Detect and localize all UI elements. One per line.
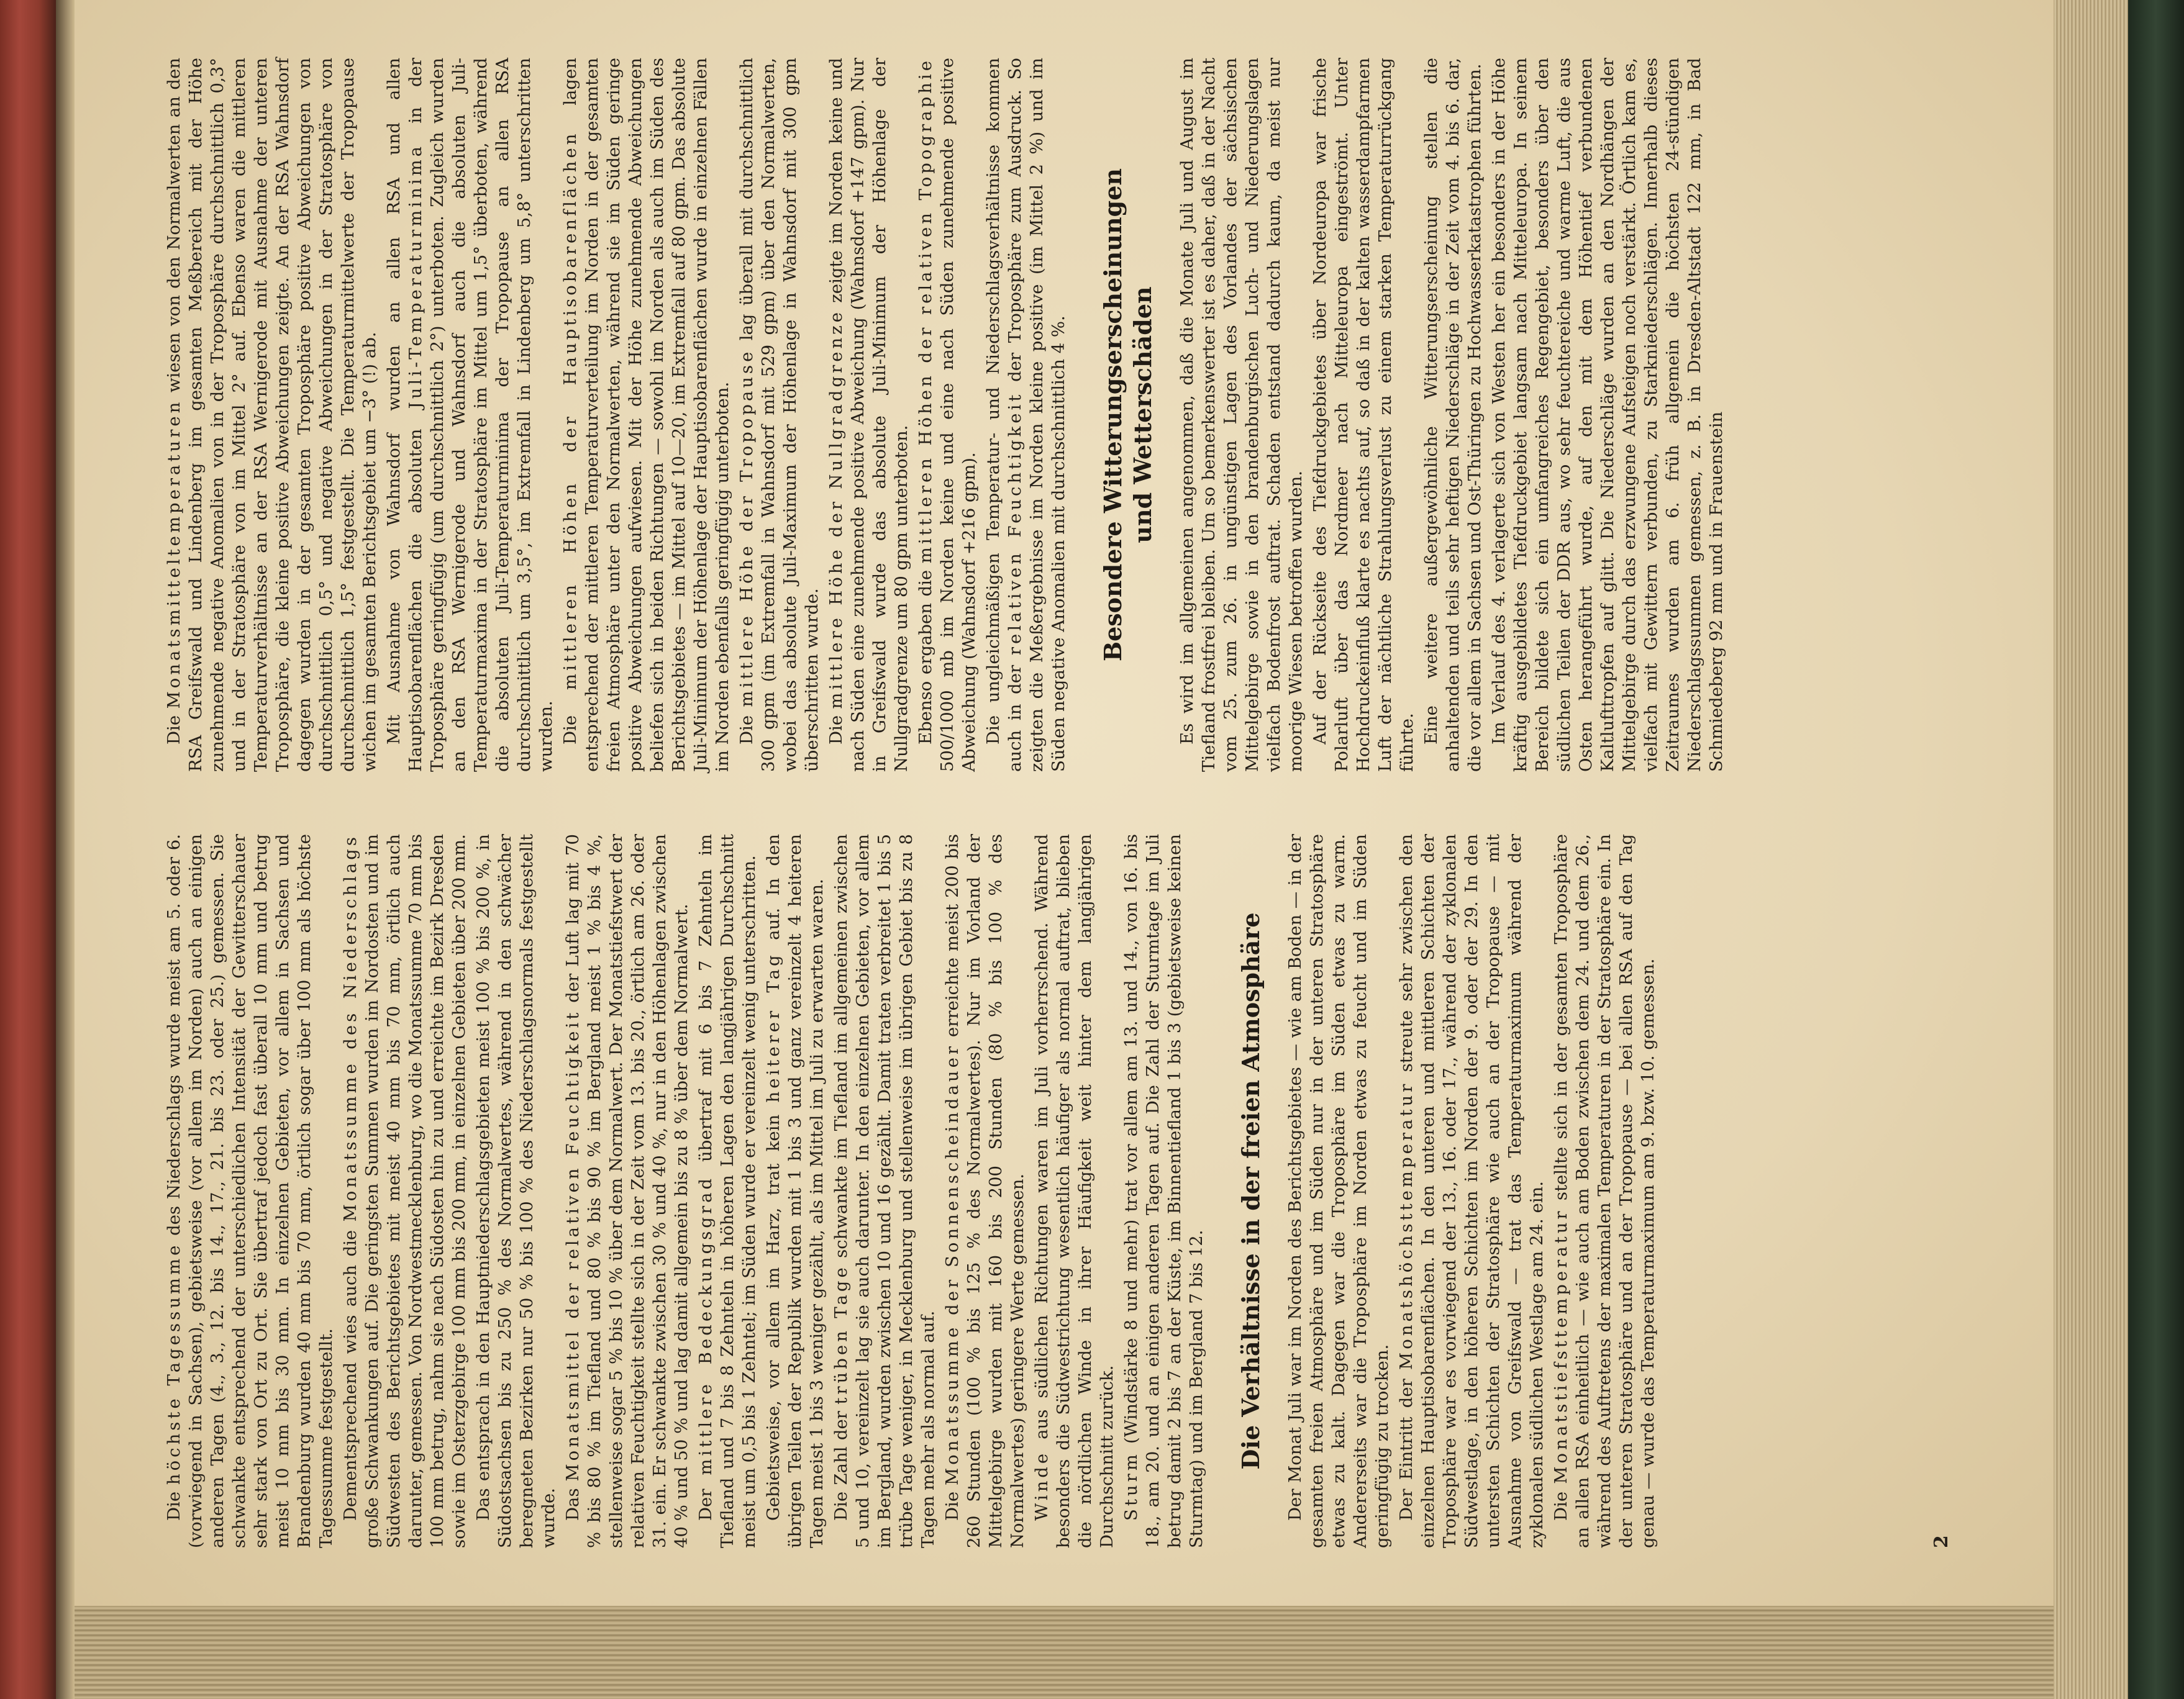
paragraph-text: Es wird im allgemeinen angenommen, daß die Monate Juli und August im Tiefland frostfrei bleiben. Um so bemerkenswerter ist es daher, daß in der Nacht vom 25. zum 26. in ungünstigen Lagen des Vorlandes der sächsischen Mittelgebirge sowie in den brandenburgischen Luch- und Niederungslagen vielfach Bodenfrost auftrat. Schaden entstand dadurch kaum, da meist nur moorige Wiesen betroffen wurden. <box>1177 58 1306 772</box>
paragraph-text: streute sehr zwischen den einzelnen Hauptisobarenflächen. In den unteren und mittleren Schichten der Troposphäre war es vorwiegend der 13., 16. oder 17., während der zyklonalen Südwestlage, in den höheren Schichten im Norden der 9. oder der 29. In den untersten Schichten der Stratosphäre wie auch an der Tropopause — mit Ausnahme von Greifswald — trat das Temperaturmaximum während der zyklonalen südlichen Westlage am 24. ein. <box>1396 834 1547 1548</box>
spaced-lead-term: Monatsmitteltemperaturen <box>164 399 184 709</box>
left-column-paragraphs-2 <box>1285 834 1659 1548</box>
paragraph <box>830 834 939 1548</box>
paragraph <box>383 58 557 772</box>
paragraph <box>736 58 823 772</box>
paragraph-text: lag überall mit durchschnittlich 300 gpm (im Extremfall in Wahnsdorf mit 529 gpm) über den Normalwerten, wobei das absolute Juli-Maximum der Höhenlage in Wahnsdorf mit 300 gpm überschritten wurde. <box>737 57 822 772</box>
paragraph <box>163 58 381 772</box>
paragraph-text: der Troposphäre zum Ausdruck. So zeigten die Meßergebnisse im Norden kleine positive (im Mittel 2 %) und im Süden negative Anomalien mit durchschnittlich 4 %. <box>1005 58 1068 772</box>
rotated-text-block <box>163 58 1965 1548</box>
paragraph <box>695 834 760 1548</box>
spaced-lead-term: mittleren Höhen der relativen Topographie <box>916 58 935 564</box>
paragraph-intro: Die Zahl der <box>831 1404 851 1521</box>
paragraph-intro: Mit Ausnahme von Wahnsdorf wurden an allen RSA und allen Hauptisobarenflächen die absoluten <box>384 58 425 772</box>
spaced-lead-term: Juli-Temperaturminima <box>406 143 425 409</box>
spaced-lead-term: mittlere Höhe der Tropopause <box>737 348 757 707</box>
paragraph-text: in der Troposphäre geringfügig (um durchschnittlich 2°) unterboten. Zugleich wurden an den RSA Wernigerode und Wahnsdorf auch die absoluten Juli-Temperaturmaxima in der Stratosphäre im Mittel um 1,5° überboten, während die absoluten Juli-Temperaturminima der Tropopause an allen RSA durchschnittlich um 3,5°, im Extremfall in Lindenberg um 5,8° unterschritten wurden. <box>406 58 556 772</box>
paragraph <box>1488 58 1727 772</box>
paragraph-text: (Windstärke 8 und mehr) trat vor allem am 13. und 14., von 16. bis 18., am 20. und an einigen anderen Tagen auf. Die Zahl der Sturmtage im Juli betrug damit 2 bis 7 an der Küste, im Binnentiefland 1 bis 3 (gebietsweise keinen Sturmtag) und im Bergland 7 bis 12. <box>1121 834 1206 1548</box>
spaced-lead-term: mittleren Höhen der Hauptisobarenflächen <box>560 130 580 691</box>
paragraph-intro: Die <box>826 709 846 745</box>
paragraph-intro: Die <box>942 1485 962 1521</box>
paragraph <box>562 834 693 1548</box>
spaced-lead-term: Monatssumme des Niederschlags <box>340 833 360 1222</box>
right-column-paragraphs <box>163 58 1070 772</box>
paragraph-text: Das entsprach in den Hauptniederschlagsgebieten meist 100 % bis 200 %, in Südostsachsen bis zu 250 % des Normalwertes, während in den schwächer beregneten Bezirken nur 50 % bis 100 % des Niederschlagsnormals festgestellt wurde. <box>473 834 558 1548</box>
paragraph <box>1309 58 1418 772</box>
left-column-paragraphs <box>163 834 1208 1548</box>
paragraph <box>1121 834 1208 1548</box>
paragraph-intro: Die ungleichmäßigen Temperatur- und Niederschlagsverhältnisse kommen auch in der <box>983 58 1025 772</box>
paragraph <box>942 834 1029 1548</box>
page-gutter <box>56 0 75 1699</box>
paragraph <box>1550 834 1659 1548</box>
paragraph-text: erreichte meist 200 bis 260 Stunden (100 % bis 125 % des Normalwertes). Nur im Vorland der Mittelgebirge wurden mit 160 bis 200 Stunden (80 % bis 100 % des Normalwertes) geringere Werte gemessen. <box>942 834 1027 1548</box>
paragraph-intro: Gebietsweise, vor allem im Harz, trat kein <box>763 1102 783 1521</box>
paragraph <box>1176 58 1307 772</box>
paragraph-text: Der Monat Juli war im Norden des Berichtsgebietes — wie am Boden — in der gesamten freien Atmosphäre und im Süden nur in der unteren Stratosphäre etwas zu kalt. Dagegen war die Troposphäre im Süden etwas zu warm. Andererseits war die Troposphäre im Norden etwas zu feucht und im Süden geringfügig zu trocken. <box>1285 834 1392 1548</box>
paragraph <box>1396 834 1548 1548</box>
paragraph-text: zeigte im Norden keine und nach Süden eine zunehmende positive Abweichung (Wahnsdorf +147 gpm). Nur in Greifswald wurde das absolute Juli-Minimum der Höhenlage der Nullgradgrenze um 80 gpm unterboten. <box>826 57 911 772</box>
spaced-lead-term: Sturm <box>1121 1451 1141 1521</box>
paragraph-text: große Schwankungen auf. Die geringsten Summen wurden im Nordosten und im Südwesten des Berichtsgebietes mit meist 40 mm bis 70 mm, örtlich auch darunter, gemessen. Von Nordwestmecklenburg, wo die Monatssumme 70 mm bis 100 mm betrug, nahm sie nach Südosten hin zu und erreichte im Bezirk Dresden sowie im Osterzgebirge 100 mm bis 200 mm, in einzelnen Gebieten über 200 mm. <box>362 834 469 1548</box>
spaced-lead-term: mittlere Höhe der Nullgradgrenze <box>826 309 846 709</box>
paragraph-text: wiesen von den Normalwerten an den RSA Greifswald und Lindenberg im gesamten Meßbereich mit der Höhe zunehmende negative Anomalien von in der Troposphäre durchschnittlich 0,3° und in der Stratosphäre von im Mittel 2° auf. Ebenso waren die mittleren Temperaturverhältnisse an der RSA Wernigerode mit Ausnahme der unteren Troposphäre, die kleine positive Abweichungen zeigte. An der RSA Wahnsdorf dagegen wurden in der gesamten Troposphäre positive Abweichungen von durchschnittlich 0,5° und negative Abweichungen in der Stratosphäre von durchschnittlich 1,5° festgestellt. Die Temperaturmittelwerte der Tropopause wichen im gesamten Berichtsgebiet um −3° (!) ab. <box>164 58 380 772</box>
paragraph <box>763 834 828 1548</box>
book-page <box>75 0 2054 1606</box>
paragraph-intro: Die <box>737 707 757 745</box>
paragraph <box>1031 834 1118 1548</box>
paragraph-text: Im Verlauf des 4. verlagerte sich von Westen her ein besonders in der Höhe kräftig ausgebildetes Tiefdruckgebiet langsam nach Mitteleuropa. In seinem Bereich bildete sich ein umfangreiches Regengebiet, besonders über den südlichen Teilen der DDR aus, wo sehr feuchtereiche und warme Luft, die aus Osten herangeführt wurde, auf den mit dem Höhentief verbundenen Kaltlufttropfen auf glitt. Die Niederschläge wurden an den Nordhängen der Mittelgebirge durch das erzwungene Aufsteigen noch verstärkt. Örtlich kam es, vielfach mit Gewittern verbunden, zu Starkniederschlägen. Innerhalb dieses Zeitraumes wurden am 6. früh allgemein die höchsten 24-stündigen Niederschlagssummen gemessen, z. B. in Dresden-Altstadt 122 mm, in Bad Schmiedeberg 92 mm und in Frauenstein <box>1489 58 1726 772</box>
spaced-lead-term: trüben Tage <box>831 1264 851 1405</box>
paragraph-text: stellte sich in der gesamten Troposphäre an allen RSA einheitlich — wie auch am Boden zwischen dem 24. und dem 26., während des Auftretens der maximalen Temperaturen in der Stratosphäre ein. In der unteren Stratosphäre und an der Tropopause — bei allen RSA auf den Tag genau — wurde das Temperaturmaximum am 9. bzw. 10. gemessen. <box>1551 834 1658 1548</box>
paragraph-intro: Die <box>164 1485 184 1521</box>
paragraph <box>1421 58 1486 772</box>
paragraph <box>1285 834 1393 1548</box>
spaced-lead-term: heiterer Tag <box>763 952 783 1103</box>
paragraph-text: auf. In den übrigen Teilen der Republik wurden mit 1 bis 3 und ganz vereinzelt 4 heiteren Tagen meist 1 bis 3 weniger gezählt, als im Mittel im Juli zu erwarten waren. <box>763 833 827 1548</box>
section-heading-weather-phenomena <box>1098 58 1158 772</box>
heading-line-2: und Wetterschäden <box>1129 286 1157 543</box>
spaced-lead-term: Monatstiefsttemperatur <box>1551 1208 1571 1484</box>
page-edges-bottom <box>75 1606 2054 1699</box>
paragraph-text: der Luft lag mit 70 % bis 80 % im Tiefland und 80 % bis 90 % im Bergland meist 1 % bis 4 %, stellenweise sogar 5 % bis 10 % über dem Normalwert. Der Monatstiefstwert der relativen Feuchtigkeit stellte sich in der Zeit vom 13. bis 20., örtlich am 26. oder 31. ein. Er schwankte zwischen 30 % und 40 %, nur in den Höhenlagen zwischen 40 % und 50 % und lag damit allgemein bis zu 8 % über dem Normalwert. <box>563 834 691 1548</box>
paragraph <box>915 58 980 772</box>
spaced-lead-term: Winde <box>1032 1450 1052 1521</box>
book-spine-left <box>0 0 56 1699</box>
spaced-lead-term: Monatsmittel der relativen Feuchtigkeit <box>563 1009 583 1482</box>
paragraph <box>983 58 1070 772</box>
right-column <box>163 58 1965 772</box>
right-column-paragraphs-2 <box>1176 58 1727 772</box>
book-cover-right <box>2128 0 2184 1699</box>
heading-line-1: Besondere Witterungserscheinungen <box>1099 168 1127 662</box>
spaced-lead-term: Monatshöchsttemperatur <box>1396 1081 1416 1370</box>
paragraph-intro: Dementsprechend wies auch die <box>340 1221 360 1521</box>
spaced-lead-term: höchste Tagessumme <box>164 1242 184 1485</box>
paragraph <box>163 834 337 1548</box>
paragraph-intro: Ebenso ergaben die <box>916 563 935 745</box>
paragraph-text: 500/1000 mb im Norden keine und eine nach Süden zunehmende positive Abweichung (Wahnsdorf +216 gpm). <box>937 58 979 772</box>
paragraph-text: schwankte im Tiefland im allgemeinen zwischen 5 und 10, vereinzelt lag sie auch darunter. In den einzelnen Gebieten, vor allem im Bergland, wurden zwischen 10 und 16 gezählt. Damit traten verbreitet 1 bis 5 trübe Tage weniger, in Mecklenburg und stellenweise im übrigen Gebiet bis zu 8 Tagen mehr als normal auf. <box>831 834 938 1548</box>
spaced-lead-term: relativen Feuchtigkeit <box>1005 391 1025 656</box>
paragraph-intro: Die <box>1551 1484 1571 1521</box>
left-column <box>163 834 1965 1548</box>
paragraph-text: übertraf mit 6 bis 7 Zehnteln im Tiefland und 7 bis 8 Zehnteln in höheren Lagen den langjährigen Durchschnitt meist um 0,5 bis 1 Zehntel; im Süden wurde er vereinzelt wenig unterschritten. <box>696 834 759 1548</box>
paragraph-intro: Die <box>164 709 184 745</box>
paragraph-intro: Die <box>560 690 580 745</box>
paragraph <box>473 834 560 1548</box>
paragraph-text: des Niederschlags wurde meist am 5. oder 6. (vorwiegend in Sachsen), gebietsweise (vor allem im Norden) auch an einigen anderen Tagen (4., 3., 12. bis 14., 17., 21. bis 23. oder 25.) gemessen. Sie schwankte entsprechend der unterschiedlichen Intensität der Gewitterschauer sehr stark von Ort zu Ort. Sie übertraf jedoch fast überall 10 mm und betrug meist 10 mm bis 30 mm. In einzelnen Gebieten, vor allem in Sachsen und Brandenburg wurden 40 mm bis 70 mm, örtlich sogar über 100 mm als höchste Tagessumme festgestellt. <box>164 833 336 1548</box>
paragraph-text: Auf der Rückseite des Tiefdruckgebietes über Nordeuropa war frische Polarluft über das Nordmeer nach Mitteleuropa eingeströmt. Unter Hochdruckeinfluß klarte es nachts auf, so daß in der kalten wasserdampfarmen Luft der nächtliche Strahlungsverlust zu einem starken Temperaturrückgang führte. <box>1310 58 1417 772</box>
paragraph <box>826 58 912 772</box>
page-edges-right <box>2054 0 2128 1699</box>
paragraph-text: lagen entsprechend der mittleren Temperaturverteilung im Norden in der gesamten freien Atmosphäre unter den Normalwerten, während sie im Süden geringe positive Abweichungen aufwiesen. Mit der Höhe zunehmende Abweichungen beliefen sich in beiden Richtungen — sowohl im Norden als auch im Süden des Berichtsgebietes — im Mittel auf 10—20, im Extremfall auf 80 gpm. Das absolute Juli-Minimum der Höhenlage der Hauptisobarenflächen wurde in einzelnen Fällen im Norden ebenfalls geringfügig unterboten. <box>560 57 732 772</box>
paragraph-intro: Das <box>563 1481 583 1521</box>
section-heading-free-atmosphere: Die Verhältnisse in der freien Atmosphäre <box>1237 912 1265 1470</box>
paragraph-intro: Der <box>696 1475 716 1521</box>
paragraph-intro: Der Eintritt der <box>1396 1369 1416 1521</box>
paragraph-text: aus südlichen Richtungen waren im Juli vorherrschend. Während besonders die Südwestrichtung wesentlich häufiger als normal auftrat, blieben die nördlichen Winde in ihrer Häufigkeit weit hinter dem langjährigen Durchschnitt zurück. <box>1032 834 1117 1548</box>
spaced-lead-term: mittlere Bedeckungsgrad <box>696 1175 716 1475</box>
paragraph <box>560 58 734 772</box>
spaced-lead-term: Monatssumme der Sonnenscheindauer <box>942 1043 962 1485</box>
paragraph <box>340 834 470 1548</box>
page-number: 2 <box>1931 1535 1952 1548</box>
paragraph-text: Eine weitere außergewöhnliche Witterungserscheinung stellen die anhaltenden und teils sehr heftigen Niederschläge in der Zeit vom 4. bis 6. dar, die vor allem in Sachsen und Ost-Thüringen zu Hochwasserkatastrophen führten. <box>1421 58 1485 772</box>
